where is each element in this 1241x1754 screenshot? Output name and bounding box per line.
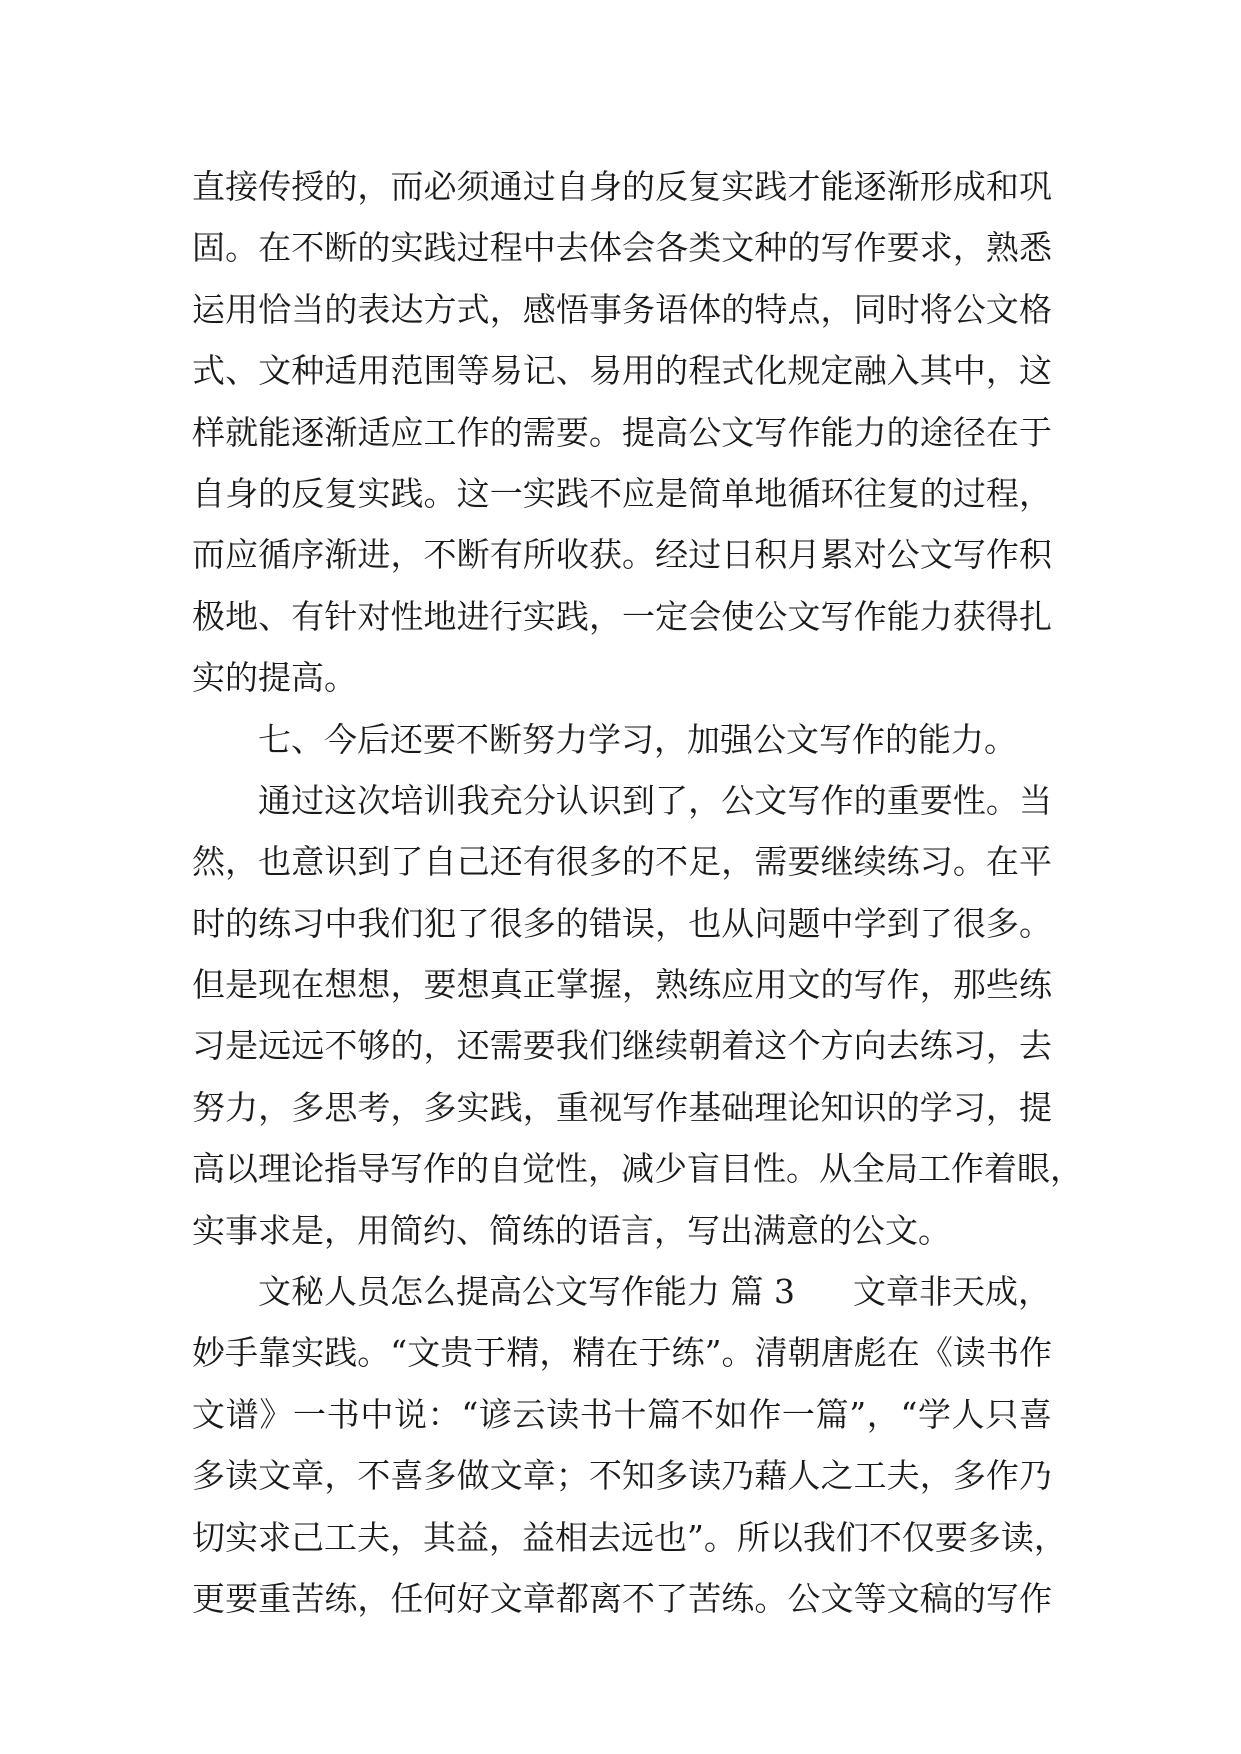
text-line: 七、今后还要不断努力学习，加强公文写作的能力。 <box>258 719 1017 759</box>
section-heading <box>192 709 1052 770</box>
text-line: 时的练习中我们犯了很多的错误，也从问题中学到了很多。 <box>192 903 1052 943</box>
article-title: 文秘人员怎么提高公文写作能力 篇 3 <box>258 1272 795 1312</box>
paragraph <box>192 156 1052 709</box>
text-line: 实事求是，用简约、简练的语言，写出满意的公文。 <box>192 1210 951 1250</box>
text-line: 通过这次培训我充分认识到了，公文写作的重要性。当 <box>258 780 1052 820</box>
text-line: 但是现在想想，要想真正掌握，熟练应用文的写作，那些练 <box>192 965 1052 1005</box>
text-line: 固。在不断的实践过程中去体会各类文种的写作要求，熟悉 <box>192 228 1052 268</box>
text-line: 运用恰当的表达方式，感悟事务语体的特点，同时将公文格 <box>192 289 1052 329</box>
text-line: 高以理论指导写作的自觉性，减少盲目性。从全局工作着眼， <box>192 1149 1083 1189</box>
document-body <box>192 156 1083 1629</box>
text-line: 更要重苦练，任何好文章都离不了苦练。公文等文稿的写作 <box>192 1578 1052 1618</box>
article-heading-line <box>192 1261 1052 1322</box>
text-line: 文谱》一书中说：“谚云读书十篇不如作一篇”，“学人只喜 <box>192 1394 1052 1434</box>
paragraph <box>192 770 1083 1261</box>
text-line: 努力，多思考，多实践，重视写作基础理论知识的学习，提 <box>192 1087 1052 1127</box>
text-line: 多读文章，不喜多做文章；不知多读乃藉人之工夫，多作乃 <box>192 1456 1052 1496</box>
text-line: 切实求己工夫，其益，益相去远也”。所以我们不仅要多读， <box>192 1517 1067 1557</box>
text-line: 直接传授的，而必须通过自身的反复实践才能逐渐形成和巩 <box>192 167 1052 206</box>
paragraph <box>192 1261 1067 1629</box>
text-line: 式、文种适用范围等易记、易用的程式化规定融入其中，这 <box>192 351 1052 391</box>
text-line: 实的提高。 <box>192 658 357 698</box>
text-line: 然，也意识到了自己还有很多的不足，需要继续练习。在平 <box>192 842 1052 882</box>
text-line: 极地、有针对性地进行实践，一定会使公文写作能力获得扎 <box>192 596 1052 636</box>
text-line: 而应循序渐进，不断有所收获。经过日积月累对公文写作积 <box>192 535 1052 575</box>
text-line: 自身的反复实践。这一实践不应是简单地循环往复的过程， <box>192 473 1052 513</box>
text-line: 妙手靠实践。“文贵于精，精在于练”。清朝唐彪在《读书作 <box>192 1333 1052 1373</box>
text-segment: 文章非天成， <box>852 1272 1051 1312</box>
text-line: 样就能逐渐适应工作的需要。提高公文写作能力的途径在于 <box>192 412 1052 452</box>
text-line: 习是远远不够的，还需要我们继续朝着这个方向去练习，去 <box>192 1026 1052 1066</box>
